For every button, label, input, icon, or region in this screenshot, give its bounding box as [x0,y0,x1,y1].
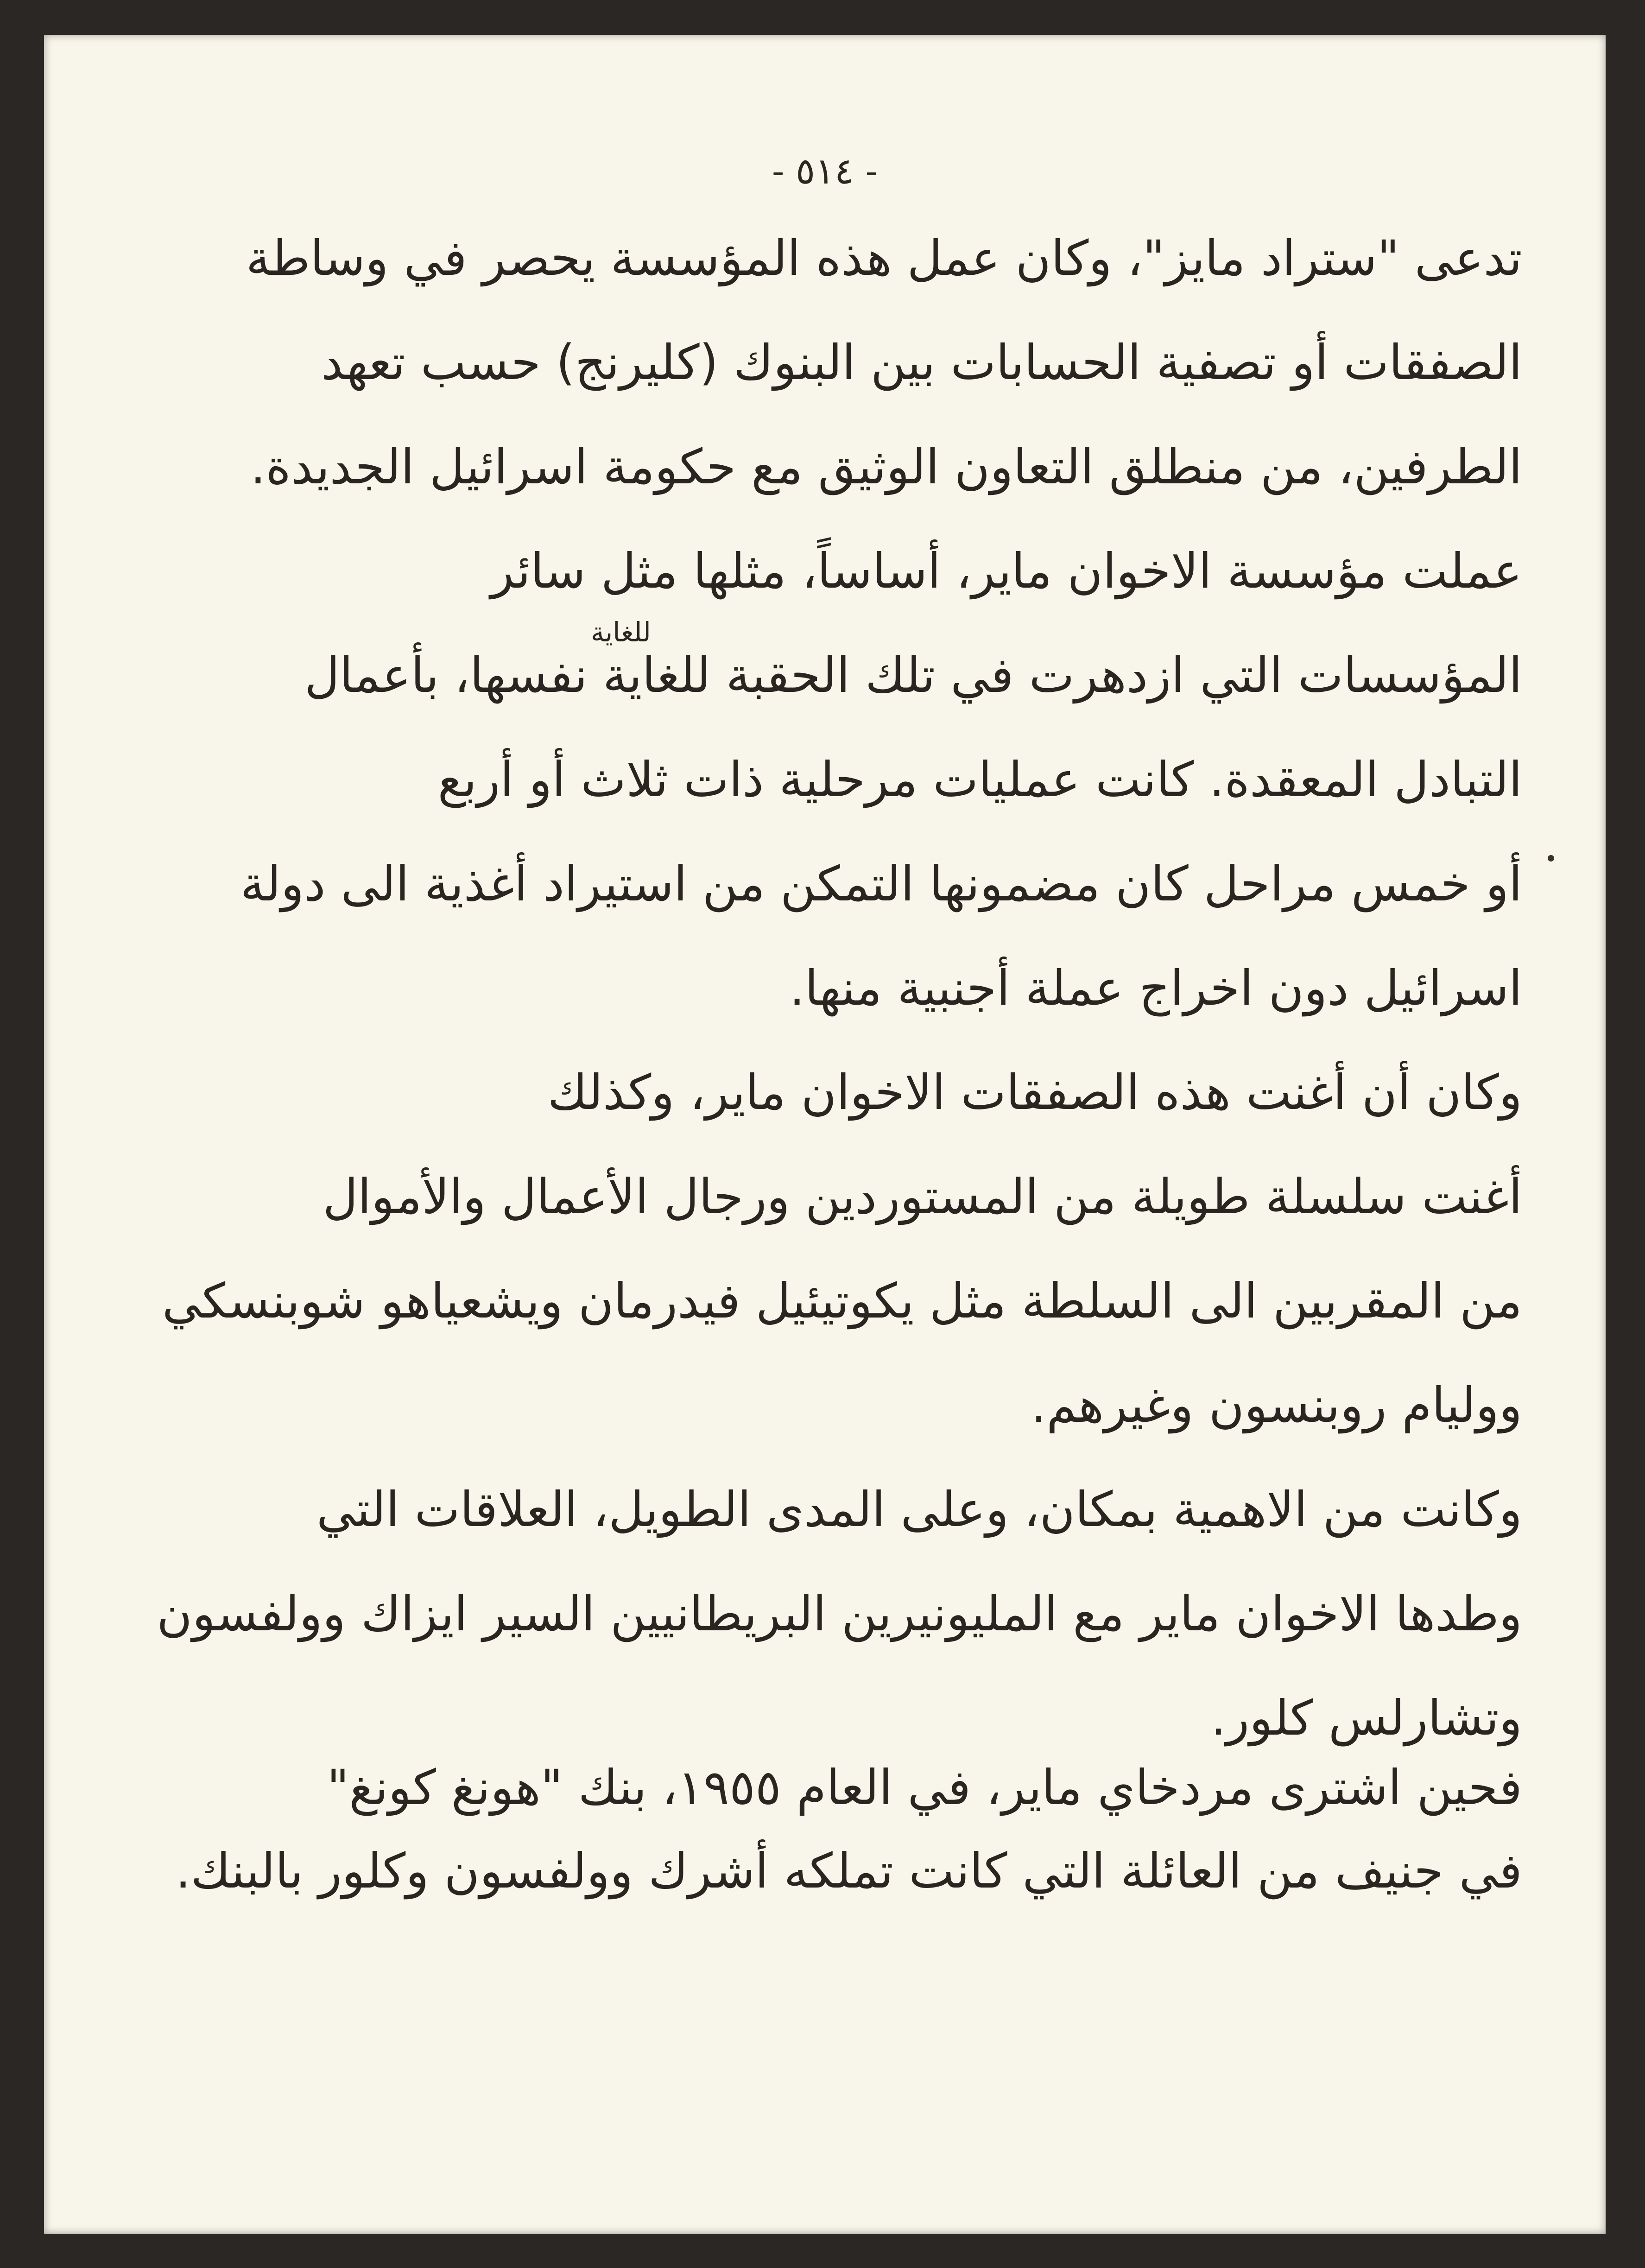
text-line: وطدها الاخوان ماير مع المليونيرين البريطانيين السير ايزاك وولفسون [157,1585,1522,1642]
text-line: اسرائيل دون اخراج عملة أجنبية منها. [789,960,1522,1016]
text-line: فحين اشترى مردخاي ماير، في العام ١٩٥٥، بنك "هونغ كونغ" [327,1759,1522,1816]
manuscript-page [44,35,1606,2234]
margin-dot-mark [1548,855,1554,862]
text-line: المؤسسات التي ازدهرت في تلك الحقبة للغاية نفسها، بأعمال [304,647,1522,703]
text-line: وكان أن أغنت هذه الصفقات الاخوان ماير، وكذلك [547,1064,1522,1121]
text-line: عملت مؤسسة الاخوان ماير، أساساً، مثلها مثل سائر [490,543,1522,599]
text-line: وتشارلس كلور. [1210,1690,1522,1746]
text-line: تدعى "ستراد مايز"، وكان عمل هذه المؤسسة يحصر في وساطة [246,230,1522,286]
text-line: من المقربين الى السلطة مثل يكوتيئيل فيدرمان ويشعياهو شوبنسكي [162,1273,1522,1329]
text-line: التبادل المعقدة. كانت عمليات مرحلية ذات ثلاث أو أربع [437,751,1522,808]
text-line: وكانت من الاهمية بمكان، وعلى المدى الطويل، العلاقات التي [316,1481,1522,1538]
text-line: الصفقات أو تصفية الحسابات بين البنوك (كليرنج) حسب تعهد [321,334,1522,391]
text-line: أو خمس مراحل كان مضمونها التمكن من استيراد أغذية الى دولة [240,855,1522,912]
text-line: في جنيف من العائلة التي كانت تملكه أشرك وولفسون وكلور بالبنك. [175,1843,1522,1899]
text-line: ووليام روبنسون وغيرهم. [1031,1377,1522,1433]
text-line: الطرفين، من منطلق التعاون الوثيق مع حكومة اسرائيل الجديدة. [250,438,1522,495]
interlinear-insertion: للغاية [591,616,651,648]
page-number: - ٥١٤ - [772,151,878,192]
text-line: أغنت سلسلة طويلة من المستوردين ورجال الأعمال والأموال [323,1168,1522,1225]
